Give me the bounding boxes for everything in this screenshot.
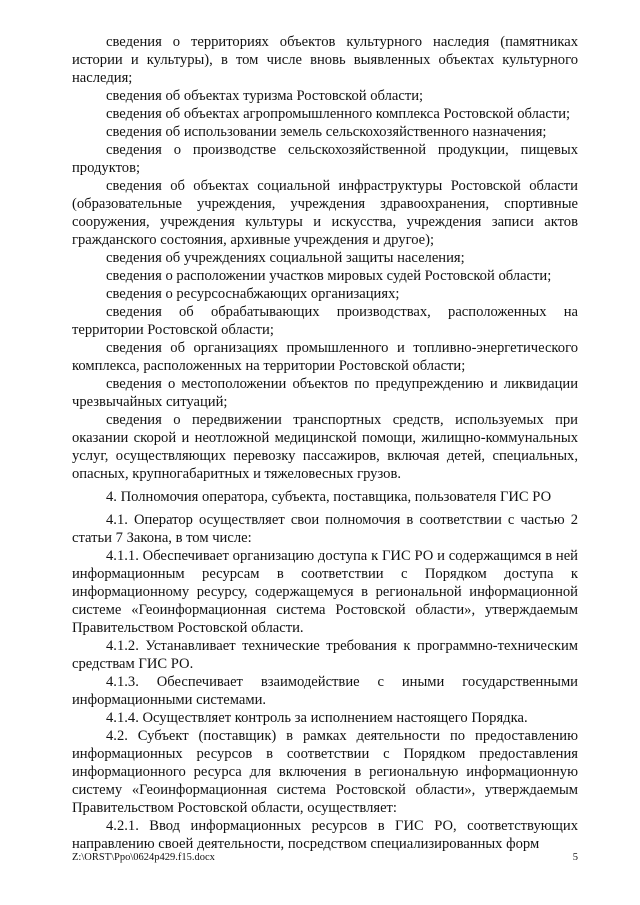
section-heading-4: 4. Полномочия оператора, субъекта, поставщика, пользователя ГИС РО — [106, 489, 552, 505]
clause-4-2: 4.2. Субъект (поставщик) в рамках деятельности по предоставлению информационных ресурсов в соответствии с Порядком предоставления информационного ресурса для включения в региональную информационную систему «Геоинформационная система Ростовской области», утверждаемым Правительством Ростовской области, осуществляет: — [72, 728, 578, 816]
clause-4-1-4: 4.1.4. Осуществляет контроль за исполнением настоящего Порядка. — [106, 710, 528, 726]
paragraph-transport-movement: сведения о передвижении транспортных средств, используемых при оказании скорой и неотложной медицинской помощи, жилищно-коммунальных услуг, осуществляющих перевозку пассажиров, включая детей, специальных, опасных, крупногабаритных и тяжеловесных грузов. — [72, 412, 578, 482]
paragraph-agricultural-land: сведения об использовании земель сельскохозяйственного назначения; — [106, 124, 547, 140]
paragraph-resource-supply: сведения о ресурсоснабжающих организациях; — [106, 286, 400, 302]
paragraph-industrial-energy: сведения об организациях промышленного и топливно-энергетического комплекса, расположенных на территории Ростовской области; — [72, 340, 578, 374]
footer-file-path: Z:\ORST\Ppo\0624p429.f15.docx — [72, 852, 215, 863]
page-footer — [72, 852, 578, 864]
paragraph-social-protection: сведения об учреждениях социальной защиты населения; — [106, 250, 465, 266]
paragraph-magistrate-courts: сведения о расположении участков мировых судей Ростовской области; — [106, 268, 552, 284]
clause-4-2-1: 4.2.1. Ввод информационных ресурсов в ГИС РО, соответствующих направлению своей деятельности, посредством специализированных форм — [72, 818, 578, 852]
clause-4-1-3: 4.1.3. Обеспечивает взаимодействие с иными государственными информационными системами. — [72, 674, 578, 708]
paragraph-social-infrastructure: сведения об объектах социальной инфраструктуры Ростовской области (образовательные учреждения, учреждения здравоохранения, спортивные сооружения, учреждения культуры и искусства, учреждения записи актов гражданского состояния, архивные учреждения и другое); — [72, 178, 578, 248]
paragraph-agricultural-production: сведения о производстве сельскохозяйственной продукции, пищевых продуктов; — [72, 142, 578, 176]
paragraph-emergency-objects: сведения о местоположении объектов по предупреждению и ликвидации чрезвычайных ситуаций; — [72, 376, 578, 410]
document-body — [72, 33, 578, 853]
paragraph-agro-complex: сведения об объектах агропромышленного комплекса Ростовской области; — [106, 106, 571, 122]
paragraph-cultural-heritage: сведения о территориях объектов культурного наследия (памятниках истории и культуры), в том числе вновь выявленных объектах культурного наследия; — [72, 34, 578, 86]
clause-4-1-2: 4.1.2. Устанавливает технические требования к программно-техническим средствам ГИС РО. — [72, 638, 578, 672]
clause-4-1-1: 4.1.1. Обеспечивает организацию доступа к ГИС РО и содержащимся в ней информационным ресурсам в соответствии с Порядком доступа к информационному ресурсу, содержащемуся в региональной информационной системе «Геоинформационная система Ростовской области», утверждаемым Правительством Ростовской области. — [72, 548, 578, 636]
paragraph-tourism: сведения об объектах туризма Ростовской области; — [106, 88, 424, 104]
page-number: 5 — [572, 852, 578, 863]
paragraph-manufacturing: сведения об обрабатывающих производствах, расположенных на территории Ростовской области; — [72, 304, 578, 338]
clause-4-1: 4.1. Оператор осуществляет свои полномочия в соответствии с частью 2 статьи 7 Закона, в том числе: — [72, 512, 578, 546]
